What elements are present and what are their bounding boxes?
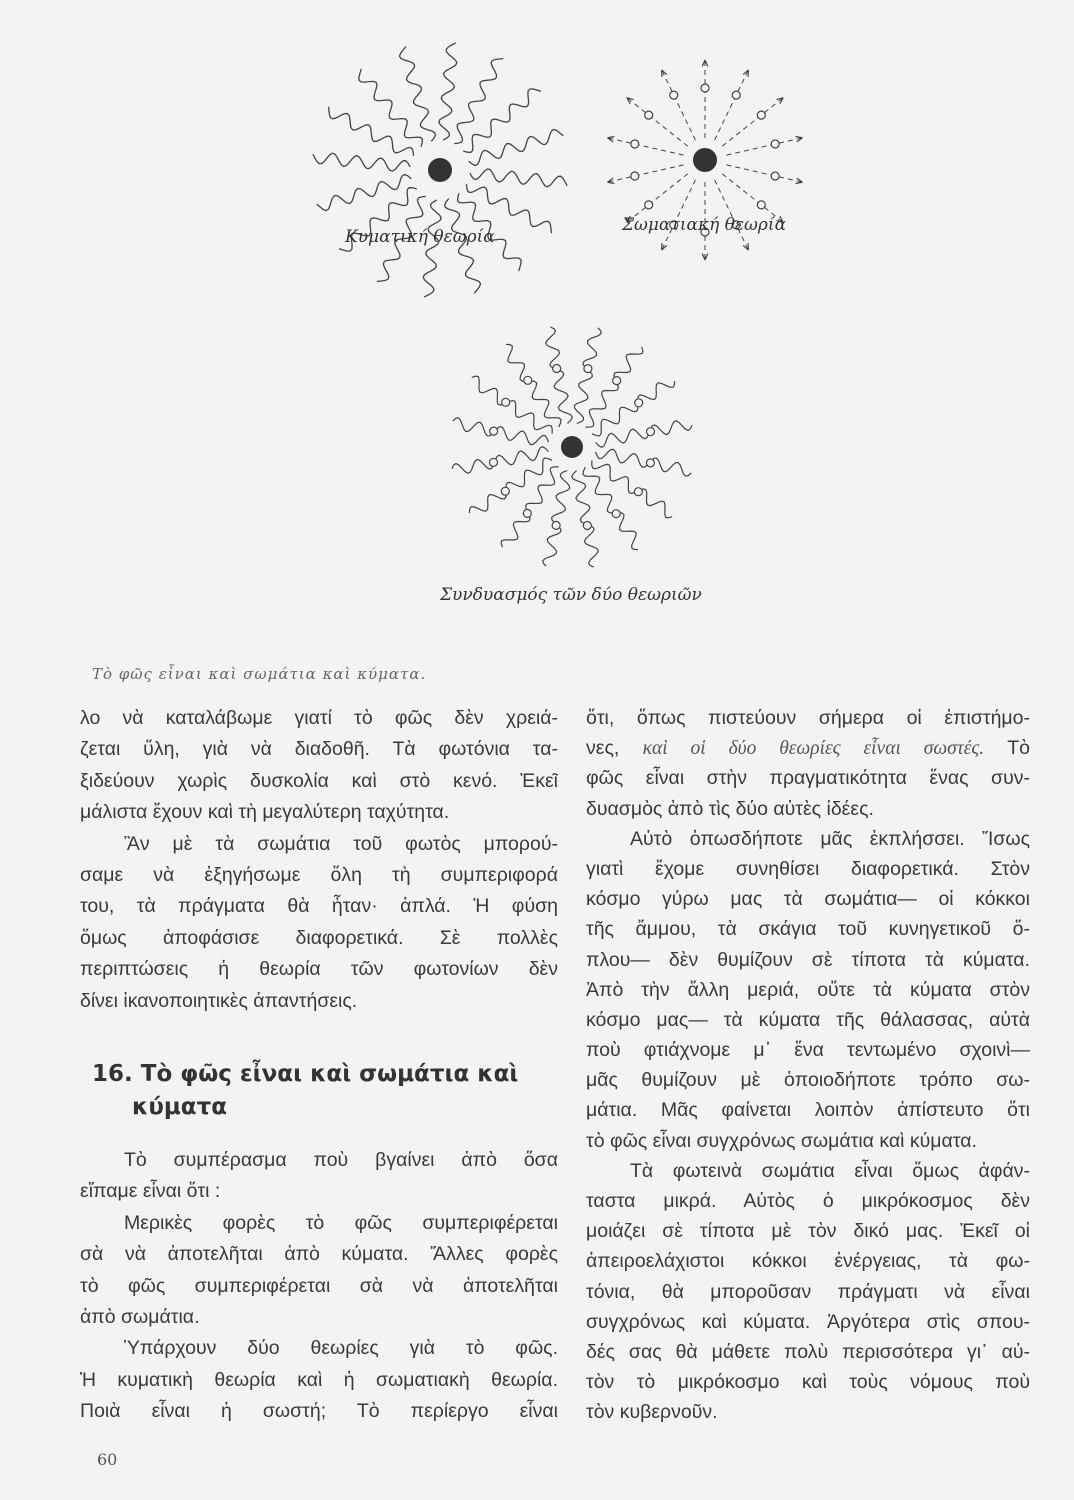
wave-ray [454, 59, 503, 144]
text-line: τὸν τὸ μικρόκοσμο καὶ τοὺς νόμους ποὺ [586, 1371, 1030, 1394]
wave-ray [423, 200, 441, 297]
wave-ray [572, 471, 599, 567]
text-line: ζεται ὕλη, γιὰ νὰ διαδοθῆ. Τὰ φωτόνια τα- [80, 738, 558, 761]
wave-ray [472, 376, 552, 434]
photon-circle [757, 201, 765, 209]
text-line: μάτια. Μᾶς φαίνεται λοιπὸν ἀπίστευτο ὅτι [586, 1099, 1030, 1122]
combined-theory-label: Συνδυασμός τῶν δύο θεωριῶν [440, 585, 702, 605]
particle-ray [662, 70, 696, 140]
text-line: γιατὶ ἔχομε συνηθίσει διαφορετικά. Στὸν [586, 857, 1030, 880]
arrow-head [796, 137, 803, 142]
text-line: δυασμὸς ἀπὸ τὶς δύο αὐτὲς ἰδέες. [586, 797, 874, 820]
wave-ray [463, 89, 541, 152]
light-source-dot [693, 148, 717, 172]
combined-theory-diagram [452, 327, 692, 567]
text-line: κόσμο μας— τὰ κύματα τῆς θάλασσας, αὐτὰ [586, 1008, 1030, 1031]
particle-ray [726, 138, 802, 155]
text-line: τόνια, θὰ μποροῦσαν πράγματι νὰ εἶναι [586, 1280, 1030, 1303]
photon-circle [647, 428, 655, 436]
text-line: πλου— δὲν θυμίζουν σὲ τίποτα τὰ κύματα. [586, 948, 1030, 971]
wave-ray [596, 421, 693, 448]
particle-ray [608, 138, 684, 155]
text-line: ἀπειροελάχιστοι κόκκοι ἐνέργειας, τὰ φω- [586, 1250, 1030, 1273]
photon-circle [631, 172, 639, 180]
wave-ray [400, 47, 436, 142]
wave-ray [592, 460, 672, 518]
particle-ray [726, 165, 802, 182]
photon-circle [490, 427, 498, 435]
photon-circle [552, 521, 560, 529]
text-line: συγχρόνως καὶ κύματα. Ἀργότερα στὶς σπου- [586, 1310, 1030, 1333]
section-heading [92, 1058, 518, 1124]
photon-circle [771, 172, 779, 180]
text-line: φῶς εἶναι στὴν πραγματικότητα ἕνας συν- [586, 767, 1030, 790]
arrow-head [608, 137, 615, 142]
text-line: σὰ νὰ ἀποτελῆται ἀπὸ κύματα. Ἄλλες φορὲς [80, 1243, 558, 1266]
text-line: ξιδεύουν χωρὶς δυσκολία καὶ στὸ κενό. Ἐκεῖ [80, 769, 558, 792]
text-line: Ἂν μὲ τὰ σωμάτια τοῦ φωτὸς μπορού- [124, 832, 558, 855]
wave-ray [317, 175, 412, 211]
wave-ray [501, 467, 558, 547]
text-line: δές σας θὰ μάθετε πολὺ περισσότερα γι᾽ αὐ- [586, 1340, 1030, 1363]
photon-circle [502, 398, 510, 406]
photon-circle [631, 140, 639, 148]
light-theories-illustration [0, 0, 1074, 640]
text-line: Ἡ κυματικὴ θεωρία καὶ ἡ σωματιακὴ θεωρία. [80, 1368, 558, 1391]
photon-circle [584, 365, 592, 373]
photon-circle [732, 91, 740, 99]
figure-caption: Τὸ φῶς εἶναι καὶ σωμάτια καὶ κύματα. [92, 665, 427, 683]
text-line: Τὰ φωτεινὰ σωμάτια εἶναι ὅμως ἀφάν- [630, 1159, 1030, 1182]
left-column-text-bottom [80, 1145, 558, 1428]
photon-circle [612, 510, 620, 518]
photon-circle [553, 364, 561, 372]
wave-theory-diagram [313, 43, 567, 297]
photon-circle [523, 509, 531, 517]
wave-ray [466, 184, 551, 233]
text-line: Μερικὲς φορὲς τὸ φῶς συμπεριφέρεται [124, 1211, 558, 1234]
text-line: μοιάζει σὲ τίποτα μὲ τὸν δικό μας. Ἐκεῖ οἱ [586, 1220, 1030, 1243]
wave-ray [469, 130, 564, 166]
emphasized-text: καὶ οἱ δύο θεωρίες εἶναι σωστές. [642, 738, 985, 760]
text-line: Ἀπὸ τὴν ἄλλη μεριά, οὔτε τὰ κύματα στὸν [586, 978, 1030, 1001]
photon-circle [645, 111, 653, 119]
text-line: λο νὰ καταλάβωμε γιατί τὸ φῶς δὲν χρειά- [80, 707, 558, 729]
light-source-dot [561, 436, 583, 458]
wave-ray [329, 107, 414, 156]
text-line: σαμε νὰ ἐξηγήσωμε ὅλη τὴ συμπεριφορά [80, 863, 558, 886]
text-line: τὸν κυβερνοῦν. [586, 1401, 718, 1424]
text-line [586, 733, 1030, 763]
text-segment: Τὸ [984, 737, 1030, 760]
text-line: εἴπαμε εἶναι ὅτι : [80, 1180, 221, 1203]
light-source-dot [428, 158, 452, 182]
arrow-head [743, 243, 748, 250]
photon-circle [489, 458, 497, 466]
right-column-text [586, 703, 1030, 1428]
page-number: 60 [97, 1450, 118, 1469]
arrow-head [608, 178, 615, 183]
photon-circle [757, 111, 765, 119]
text-segment: νες, [586, 737, 643, 760]
wave-theory-label: Κυματική θεωρία [345, 227, 495, 247]
photon-circle [524, 376, 532, 384]
text-line: κόσμο γύρω μας τὰ σωμάτια— οἱ κόκκοι [586, 888, 1030, 911]
particle-theory-label: Σωματιακή θεωρία [622, 215, 787, 235]
arrow-head [743, 70, 748, 77]
text-line: Αὐτὸ ὁπωσδήποτε μᾶς ἐκπλήσσει. Ἴσως [630, 827, 1030, 850]
photon-circle [701, 84, 709, 92]
text-line: ἀπὸ σωμάτια. [80, 1305, 200, 1328]
photon-circle [645, 201, 653, 209]
wave-ray [439, 43, 457, 140]
text-line: ὅμως ἀποφάσισε διαφορετικά. Σὲ πολλὲς [80, 926, 558, 949]
photon-circle [646, 459, 654, 467]
photon-circle [501, 487, 509, 495]
text-line: δίνει ἱκανοποιητικὲς ἀπαντήσεις. [80, 989, 358, 1012]
particle-ray [608, 165, 684, 182]
left-column-text-top [80, 703, 558, 1017]
text-line: μάλιστα ἔχουν καὶ τὴ μεγαλύτερη ταχύτητα. [80, 801, 450, 824]
text-line: τὸ φῶς συμπεριφέρεται σὰ νὰ ἀποτελῆται [80, 1274, 558, 1297]
arrow-head [662, 70, 667, 77]
arrow-head [796, 178, 803, 183]
section-heading-line-1: 16. Τὸ φῶς εἶναι καὶ σωμάτια καὶ [92, 1061, 519, 1087]
arrow-head [662, 243, 667, 250]
text-line: Ποιὰ εἶναι ἡ σωστή; Τὸ περίεργο εἶναι [80, 1400, 558, 1423]
wave-ray [313, 153, 410, 171]
wave-ray [470, 169, 567, 187]
text-line: Τὸ συμπέρασμα ποὺ βγαίνει ἀπὸ ὅσα [124, 1149, 558, 1171]
wave-ray [546, 327, 573, 424]
text-line: του, τὰ πράγματα θὰ ἦταν· ἁπλά. Ἡ φύση [80, 895, 558, 918]
particle-ray [715, 70, 749, 140]
text-line: περιπτώσεις ἡ θεωρία τῶν φωτονίων δὲν [80, 958, 558, 981]
text-line: ὅτι, ὅπως πιστεύουν σήμερα οἱ ἐπιστήμο- [586, 707, 1030, 729]
wave-ray [359, 69, 423, 147]
text-line: ποὺ φτιάχνομε μ᾽ ἕνα τεντωμένο σχοινὶ— [586, 1039, 1030, 1062]
photon-circle [635, 399, 643, 407]
wave-ray [452, 447, 549, 474]
text-line: τὸ φῶς εἶναι συγχρόνως σωμάτια καὶ κύματα. [586, 1129, 977, 1152]
photon-circle [613, 377, 621, 385]
photon-circle [771, 140, 779, 148]
text-line: τῆς ἄμμου, τὰ σκάγια τοῦ κυνηγετικοῦ ὅ- [586, 918, 1030, 941]
photon-circle [670, 91, 678, 99]
section-heading-line-2: κύματα [132, 1094, 228, 1120]
text-line: Ὑπάρχουν δύο θεωρίες γιὰ τὸ φῶς. [124, 1337, 558, 1360]
photon-circle [583, 522, 591, 530]
text-line: ταστα μικρά. Αὐτὸς ὁ μικρόκοσμος δὲν [586, 1190, 1030, 1212]
wave-ray [585, 347, 643, 427]
photon-circle [634, 488, 642, 496]
text-line: μᾶς θυμίζουν μὲ ὁποιοδήποτε τρόπο σω- [586, 1069, 1030, 1092]
